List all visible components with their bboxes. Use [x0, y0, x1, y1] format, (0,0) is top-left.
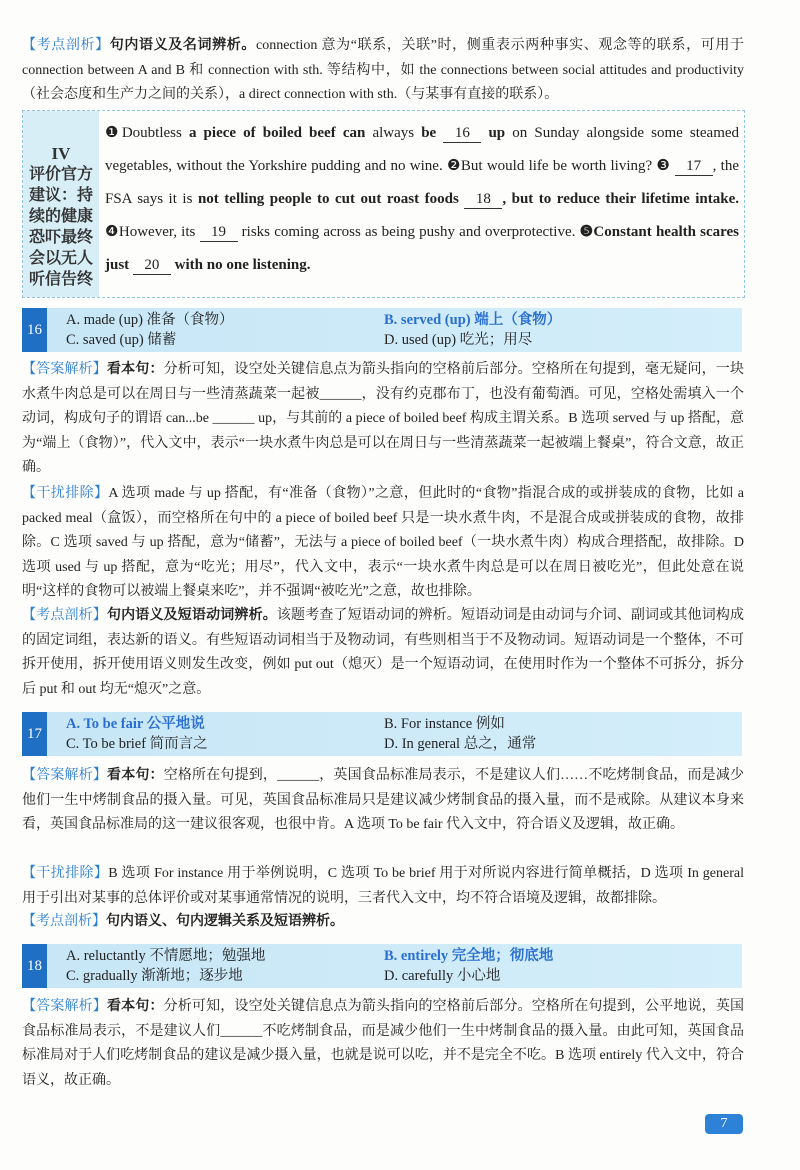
section-text: 该题考查了短语动词的辨析。短语动词是由动词与介词、副词或其他词构成的固定词组，表达新的语义。有些短语动词相当于及物动词，有些则相当于不及物动词。短语动词是一个整体，不可拆开使用，拆开使用语义则发生改变，例如 put out（熄灭）是一个短语动词，在使用时作为一个整体不可拆分，拆分后 put 和 out 均无“熄灭”之意。	[22, 608, 745, 697]
option-d: D. carefully 小心地	[384, 968, 501, 984]
option-a: A. reluctantly 不情愿地；勉强地	[66, 948, 266, 964]
section-tag: 【考点剖析】	[22, 38, 110, 53]
blank-16: 16	[443, 124, 481, 143]
option-c: C. saved (up) 储蓄	[66, 332, 177, 348]
section-heading: 句内语义、句内逻辑关系及短语辨析。	[106, 914, 344, 929]
q16-answer	[22, 358, 744, 481]
option-d: D. used (up) 吃光；用尽	[384, 332, 533, 348]
section-heading: 看本句：	[106, 999, 164, 1014]
q16-distractor	[22, 482, 744, 605]
section-text: connection 意为“联系，关联”时，侧重表示两种事实、观念等的联系，可用于 connection between A and B 和 connection with sth. 等结构中，如 the connections between social attitudes and productivity（社会态度和生产力之间的关系），a direct connection with sth.（与某事有直接的联系）。	[22, 38, 745, 102]
section-text: A 选项 made 与 up 搭配，有“准备（食物）”之意，但此时的“食物”指混合成的或拼装成的食物，比如 a packed meal（盒饭），而空格所在句中的 a piece of boiled beef 只是一块水煮牛肉，不是混合成或拼装成的食物，故排除。C 选项 saved 与 up 搭配，意为“储蓄”，无法与 a piece of boiled beef（一块水煮牛肉）构成合理搭配，故排除。D 选项 used 与 up 搭配，意为“吃光；用尽”，代入文中，表示“一块水煮牛肉总是可以在周日被吃光”，但此处意在说明“这样的食物可以被端上餐桌来吃”，并不强调“被吃光”之意，故也排除。	[22, 486, 745, 599]
passage-segment: always	[365, 125, 422, 141]
key-phrase: a piece of boiled beef can	[188, 125, 366, 141]
top-analysis	[22, 34, 744, 108]
paragraph-summary: 评价官方建议：持续的健康恐吓最终会以无人听信告终	[28, 166, 93, 288]
section-heading: 看本句：	[107, 768, 164, 783]
blank-19: 19	[200, 223, 238, 242]
blank-17: 17	[675, 157, 713, 176]
option-a: A. made (up) 准备（食物）	[66, 312, 234, 328]
passage-label	[23, 111, 99, 297]
page-number: 7	[705, 1114, 743, 1134]
section-text: 空格所在句提到，______，英国食品标准局表示，不是建议人们……不吃烤制食品，而是减少他们一生中烤制食品的摄入量。可见，英国食品标准局只是建议减少烤制食品的摄入量，而不是戒除。从建议本身来看，英国食品标准局的这一建议很客观，也很中肯。A 选项 To be fair 代入文中，符合语义及逻辑，故正确。	[22, 768, 745, 832]
passage-segment: ❹However, its	[105, 224, 200, 240]
option-c: C. To be brief 简而言之	[66, 736, 208, 752]
q16-options	[22, 308, 742, 352]
section-text: 分析可知，设空处关键信息点为箭头指向的空格前后部分。空格所在句提到，公平地说，英国食品标准局表示，不是建议人们______不吃烤制食品，而是减少他们一生中烤制食品的摄入量。由此可知，英国食品标准局对于人们吃烤制食品的建议是减少摄入量，也就是说可以吃，并不是完全不吃。B 选项 entirely 代入文中，符合语义，故正确。	[22, 999, 745, 1088]
key-phrase: up	[488, 125, 506, 141]
option-b: B. For instance 例如	[384, 716, 505, 732]
q18-options	[22, 944, 742, 988]
key-phrase: , but to reduce their lifetime intake.	[502, 191, 740, 207]
q17-options	[22, 712, 742, 756]
section-heading: 看本句：	[106, 362, 164, 377]
section-tag: 【答案解析】	[22, 999, 107, 1014]
paragraph-number: IV	[51, 144, 71, 163]
section-heading: 句内语义及名词辨析。	[109, 38, 256, 53]
passage-segment: , the FSA says it is	[105, 158, 739, 207]
section-text: B 选项 For instance 用于举例说明，C 选项 To be brief 用于对所说内容进行简单概括，D 选项 In general 用于引出对某事的总体评价或对某事通常情况的说明，三者代入文中，均不符合语境及逻辑，故都排除。	[22, 866, 744, 906]
section-text: 分析可知，设空处关键信息点为箭头指向的空格前后部分。空格所在句提到，毫无疑问，一块水煮牛肉总是可以在周日与一些清蒸蔬菜一起被______，没有约克郡布丁，也没有葡萄酒。可见，空格处需填入一个动词，构成句子的谓语 can...be ______ up，与其前的 a piece of boiled beef 构成主谓关系。B 选项 served 与 up 搭配，意为“端上（食物）”，代入文中，表示“一块水煮牛肉总是可以在周日与一些清蒸蔬菜一起被端上餐桌”，符合文意，故正确。	[22, 362, 745, 475]
q16-point	[22, 604, 744, 702]
question-number: 17	[22, 712, 47, 756]
section-tag: 【干扰排除】	[22, 866, 109, 881]
key-phrase: with no one listening.	[174, 257, 311, 273]
passage-segment: risks coming across as being pushy and overprotective.	[237, 224, 580, 240]
q17-point	[22, 910, 744, 935]
blank-18: 18	[464, 190, 502, 209]
question-number: 16	[22, 308, 47, 352]
option-b-correct: B. served (up) 端上（食物）	[384, 312, 562, 328]
section-tag: 【答案解析】	[22, 362, 107, 377]
section-tag: 【答案解析】	[22, 768, 108, 783]
key-phrase: not telling people to cut out roast foods	[197, 191, 459, 207]
option-b-correct: B. entirely 完全地；彻底地	[384, 948, 554, 964]
passage-segment: ❶Doubtless	[105, 125, 189, 141]
option-a-correct: A. To be fair 公平地说	[66, 716, 205, 732]
blank-20: 20	[133, 256, 171, 275]
section-tag: 【考点剖析】	[22, 914, 106, 929]
passage-segment: on Sunday alongside some steamed vegetables, without the Yorkshire pudding and no wine. ❷But would life be worth living? ❸	[105, 125, 740, 174]
q17-answer	[22, 764, 744, 838]
passage-box	[22, 110, 745, 298]
section-heading: 句内语义及短语动词辨析。	[106, 608, 277, 623]
passage-text	[105, 117, 739, 282]
key-phrase: be	[421, 125, 437, 141]
passage-segment	[436, 125, 443, 141]
section-tag: 【干扰排除】	[22, 486, 109, 501]
option-c: C. gradually 渐渐地；逐步地	[66, 968, 243, 984]
question-number: 18	[22, 944, 47, 988]
q17-distractor	[22, 862, 744, 911]
option-d: D. In general 总之，通常	[384, 736, 537, 752]
q18-answer	[22, 995, 744, 1093]
key-phrase: ❺Constant health scares just	[105, 224, 739, 273]
section-tag: 【考点剖析】	[22, 608, 107, 623]
